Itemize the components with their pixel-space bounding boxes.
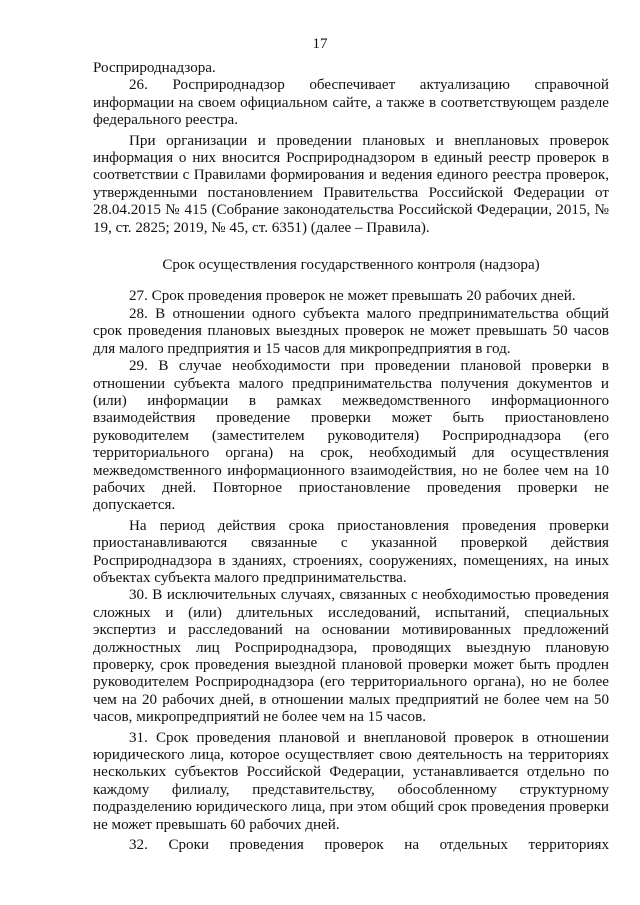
paragraph-26: 26. Росприроднадзор обеспечивает актуализацию справочной информации на своем официальном сайте, а также в соответствующем разделе федерального реестра. bbox=[93, 77, 609, 129]
document-body bbox=[93, 60, 609, 854]
paragraph-continuation: Росприроднадзора. bbox=[93, 60, 216, 76]
paragraph-suspension: На период действия срока приостановления проведения проверки приостанавливаются связанные с указанной проверкой действия Росприроднадзора в зданиях, строениях, сооружениях, помещениях, на иных объектах субъекта малого предпринимательства. bbox=[93, 517, 609, 586]
paragraph-29: 29. В случае необходимости при проведении плановой проверки в отношении субъекта малого предпринимательства получения документов и (или) информации в рамках межведомственного информационного взаимодействия проведение проверки может быть приостановлено руководителем (заместителем руководителя) Росприроднадзора (его территориального органа) на срок, необходимый для осуществления межведомственного информационного взаимодействия, но не более чем на 10 рабочих дней. Повторное приостановление проведения проверки не допускается. bbox=[93, 358, 609, 514]
paragraph-31: 31. Срок проведения плановой и внеплановой проверок в отношении юридического лица, которое осуществляет свою деятельность на территориях нескольких субъектов Российской Федерации, устанавливается отдельно по каждому филиалу, представительству, обособленному структурному подразделению юридического лица, при этом общий срок проведения проверки не может превышать 60 рабочих дней. bbox=[93, 729, 609, 833]
paragraph-register: При организации и проведении плановых и внеплановых проверок информация о них вносится Росприроднадзором в единый реестр проверок в соответствии с Правилами формирования и ведения единого реестра проверок, утвержденными постановлением Правительства Российской Федерации от 28.04.2015 № 415 (Собрание законодательства Российской Федерации, 2015, № 19, ст. 2825; 2019, № 45, ст. 6351) (далее – Правила). bbox=[93, 132, 609, 236]
paragraph-32: 32. Сроки проведения проверок на отдельных территориях bbox=[129, 837, 609, 854]
paragraph-27: 27. Срок проведения проверок не может превышать 20 рабочих дней. bbox=[129, 288, 576, 305]
page-number: 17 bbox=[312, 36, 328, 52]
section-heading: Срок осуществления государственного контроля (надзора) bbox=[162, 257, 540, 274]
paragraph-30: 30. В исключительных случаях, связанных с необходимостью проведения сложных и (или) длительных исследований, испытаний, специальных экспертиз и расследований на основании мотивированных предложений должностных лиц Росприроднадзора, проводящих выездную плановую проверку, срок проведения выездной плановой проверки может быть продлен руководителем Росприроднадзора (его территориального органа), но не более чем на 20 рабочих дней, в отношении малых предприятий не более чем на 50 часов, микропредприятий не более чем на 15 часов. bbox=[93, 587, 609, 726]
paragraph-28: 28. В отношении одного субъекта малого предпринимательства общий срок проведения плановых выездных проверок не может превышать 50 часов для малого предприятия и 15 часов для микропредприятия в год. bbox=[93, 305, 609, 357]
